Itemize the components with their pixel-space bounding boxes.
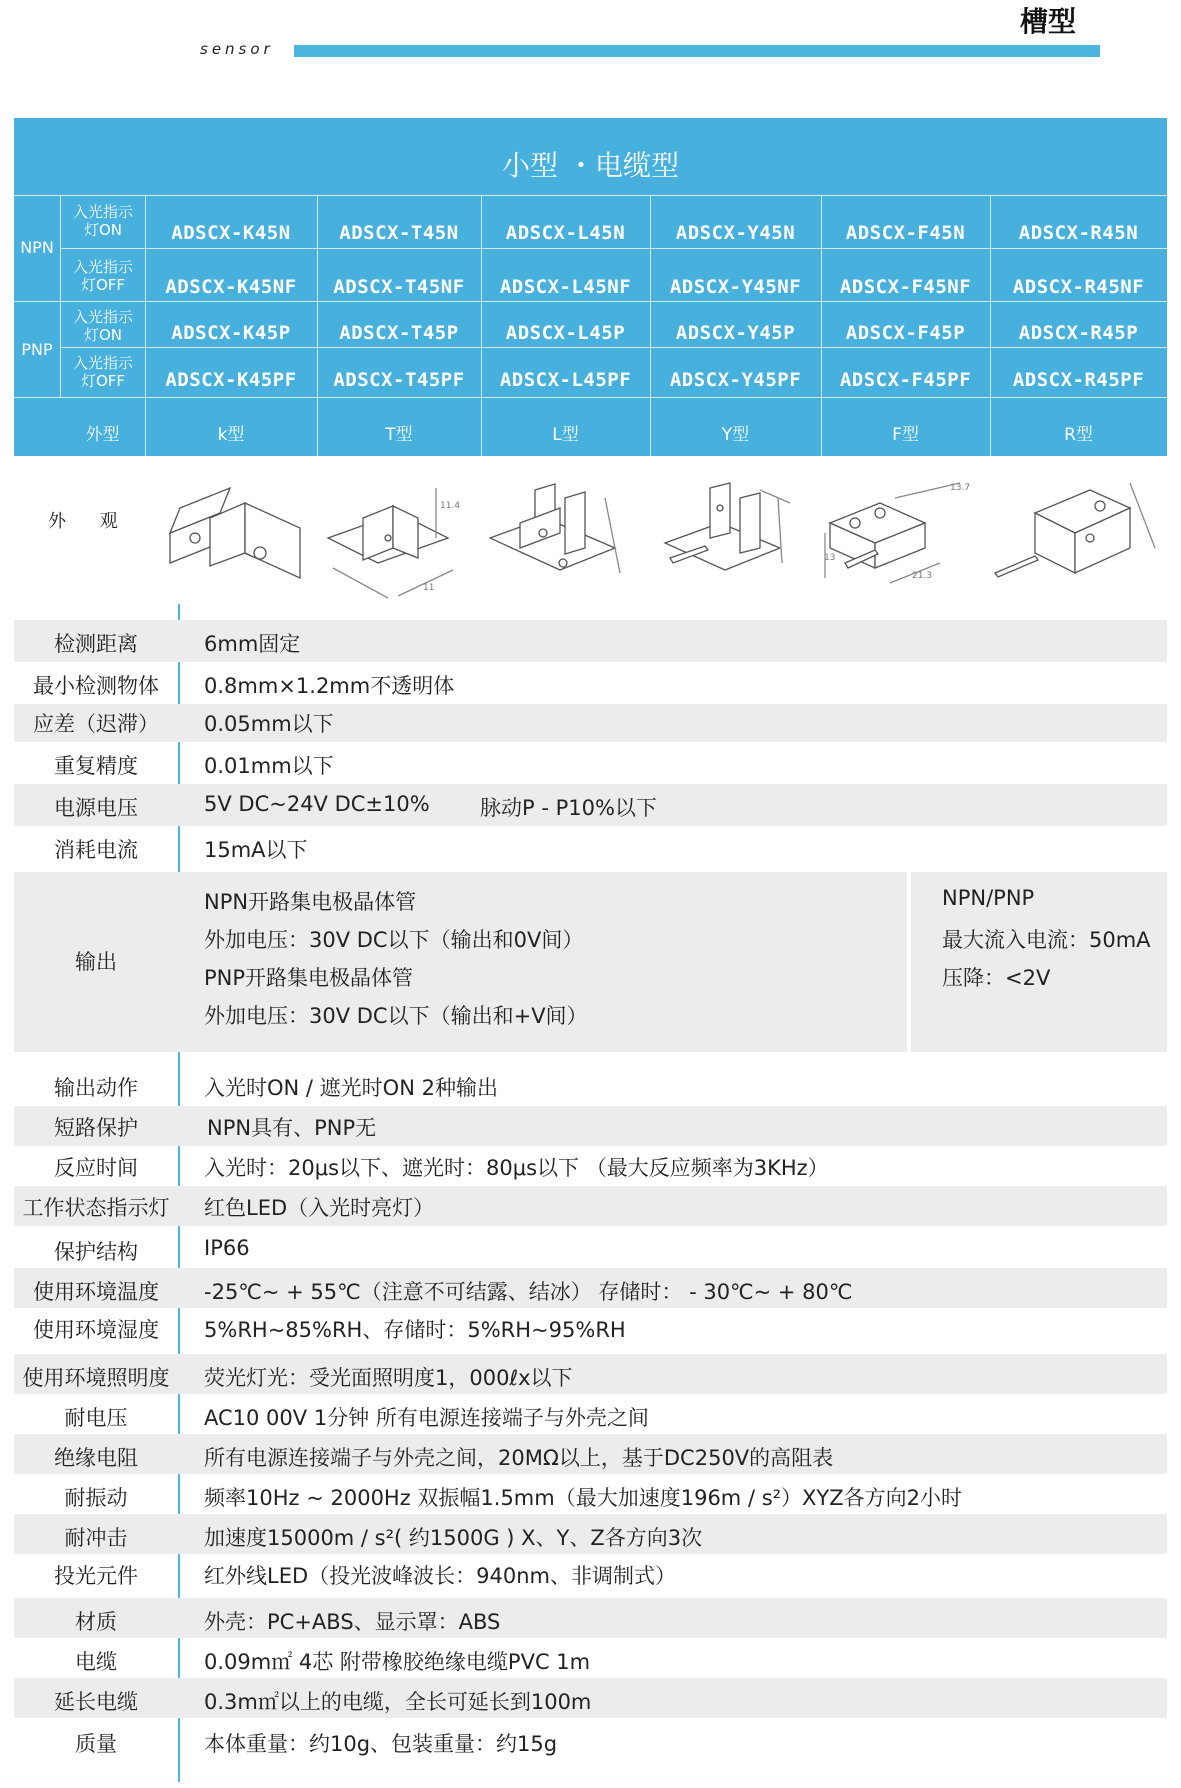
spec-row: 电缆 0.09m㎡ 4芯 附带橡胶绝缘电缆PVC 1m (75, 1650, 591, 1674)
spec-row: 使用环境湿度 5%RH~85%RH、存储时：5%RH~95%RH (33, 1318, 626, 1342)
spec-row: 消耗电流 15mA以下 (54, 838, 308, 862)
model-npn-on: ADSCX-K45N (171, 222, 291, 244)
npn-label: NPN (20, 238, 54, 257)
model-npn-on: ADSCX-T45N (339, 222, 459, 244)
dimension-label: 21.3 (912, 571, 933, 581)
indicator-off-label: 入光指示 灯OFF (72, 354, 133, 390)
model-npn-off: ADSCX-R45NF (1012, 276, 1145, 298)
model-npn-off: ADSCX-Y45NF (669, 276, 802, 298)
page-title: 槽型 (1020, 5, 1077, 38)
spec-row: 输出动作 入光时ON / 遮光时ON 2种输出 (54, 1076, 498, 1100)
spec-row: 绝缘电阻 所有电源连接端子与外壳之间，20MΩ以上，基于DC250V的高阻表 (14, 1434, 1167, 1474)
model-pnp-on: ADSCX-F45P (845, 322, 966, 344)
spec-row: 检测距离 6mm固定 (14, 620, 1167, 662)
dimension-label: 13 (824, 553, 836, 563)
shape-label: T型 (385, 425, 413, 445)
spec-row: 保护结构 IP66 (54, 1236, 250, 1264)
spec-row: 质量 本体重量：约10g、包装重量：约15g (75, 1732, 558, 1756)
model-npn-on: ADSCX-R45N (1018, 222, 1139, 244)
spec-row: 使用环境温度 -25℃~ + 55℃（注意不可结露、结冰） 存储时： - 30℃~ + 80℃ (14, 1268, 1167, 1308)
spec-row: 投光元件 红外线LED（投光波峰波长：940nm、非调制式） (54, 1564, 676, 1588)
spec-row: 耐冲击 加速度15000m / s²( 约1500G ) X、Y、Z各方向3次 (14, 1514, 1167, 1554)
spec-row: 耐电压 AC10 00V 1分钟 所有电源连接端子与外壳之间 (64, 1406, 649, 1430)
header-accent-bar (294, 45, 1100, 57)
shape-label: k型 (217, 425, 245, 445)
model-pnp-off: ADSCX-K45PF (165, 369, 297, 391)
model-npn-on: ADSCX-L45N (505, 222, 626, 244)
model-pnp-off: ADSCX-L45PF (499, 369, 632, 391)
t-type-drawing (318, 478, 468, 603)
k-type-drawing (150, 478, 310, 603)
f-type-drawing (820, 478, 975, 603)
dimension-label: 11 (423, 583, 435, 593)
spec-row: 工作状态指示灯 红色LED（入光时亮灯） (14, 1186, 1167, 1226)
model-pnp-on: ADSCX-Y45P (675, 322, 796, 344)
spec-row: 耐振动 频率10Hz ~ 2000Hz 双振幅1.5mm（最大加速度196m / s²）XYZ各方向2小时 (64, 1486, 963, 1510)
r-type-drawing (990, 478, 1160, 603)
shape-label: L型 (552, 425, 579, 445)
model-npn-off: ADSCX-F45NF (839, 276, 972, 298)
dimension-label: 11.4 (440, 501, 461, 511)
indicator-on-label: 入光指示 灯ON (72, 203, 133, 239)
model-pnp-on: ADSCX-K45P (171, 322, 291, 344)
spec-row: 应差（迟滞） 0.05mm以下 (14, 704, 1167, 742)
spec-row: 最小检测物体 0.8mm×1.2mm不透明体 (33, 674, 455, 698)
spec-row: 延长电缆 0.3m㎡以上的电缆，全长可延长到100m (14, 1678, 1167, 1718)
spec-row: 重复精度 0.01mm以下 (54, 754, 334, 778)
pnp-label: PNP (21, 340, 53, 359)
model-pnp-on: ADSCX-T45P (339, 322, 459, 344)
table-title: 小型 ・电缆型 (502, 149, 679, 182)
model-pnp-off: ADSCX-Y45PF (669, 369, 802, 391)
indicator-on-label: 入光指示 灯ON (72, 308, 133, 344)
spec-row-output: 输出 NPN开路集电极晶体管 外加电压：30V DC以下（输出和0V间） PNP开路集电极晶体管 外加电压：30V DC以下（输出和+V间） NPN/PNP 最大流入电流：50mA 压降：<2V (14, 872, 1167, 1052)
model-pnp-off: ADSCX-T45PF (333, 369, 465, 391)
appearance-label: 外 观 (48, 511, 132, 532)
model-pnp-off: ADSCX-R45PF (1012, 369, 1145, 391)
model-npn-off: ADSCX-T45NF (333, 276, 465, 298)
shape-label: F型 (892, 425, 919, 445)
spec-row: 材质 外壳：PC+ABS、显示罩：ABS (14, 1598, 1167, 1638)
spec-row: 反应时间 入光时：20μs以下、遮光时：80μs以下 （最大反应频率为3KHz） (54, 1156, 829, 1180)
model-npn-off: ADSCX-K45NF (165, 276, 297, 298)
y-type-drawing (650, 478, 800, 603)
indicator-off-label: 入光指示 灯OFF (72, 258, 133, 294)
shape-label: R型 (1064, 425, 1093, 445)
model-npn-on: ADSCX-Y45N (675, 222, 796, 244)
model-npn-on: ADSCX-F45N (845, 222, 966, 244)
spec-row: 使用环境照明度 荧光灯光：受光面照明度1，000ℓx以下 (14, 1354, 1167, 1394)
spec-row: 电源电压 5V DC~24V DC±10% 脉动P - P10%以下 (14, 784, 1167, 826)
header-subtitle: sensor (200, 40, 274, 58)
spec-row: 短路保护 NPN具有、PNP无 (14, 1106, 1167, 1146)
model-pnp-off: ADSCX-F45PF (839, 369, 972, 391)
model-pnp-on: ADSCX-R45P (1018, 322, 1139, 344)
shape-row-label: 外型 (85, 425, 120, 445)
shape-label: Y型 (721, 425, 750, 445)
l-type-drawing (485, 478, 635, 603)
model-npn-off: ADSCX-L45NF (499, 276, 632, 298)
model-table (14, 118, 1167, 456)
model-pnp-on: ADSCX-L45P (505, 322, 626, 344)
dimension-label: 13.7 (950, 483, 971, 493)
